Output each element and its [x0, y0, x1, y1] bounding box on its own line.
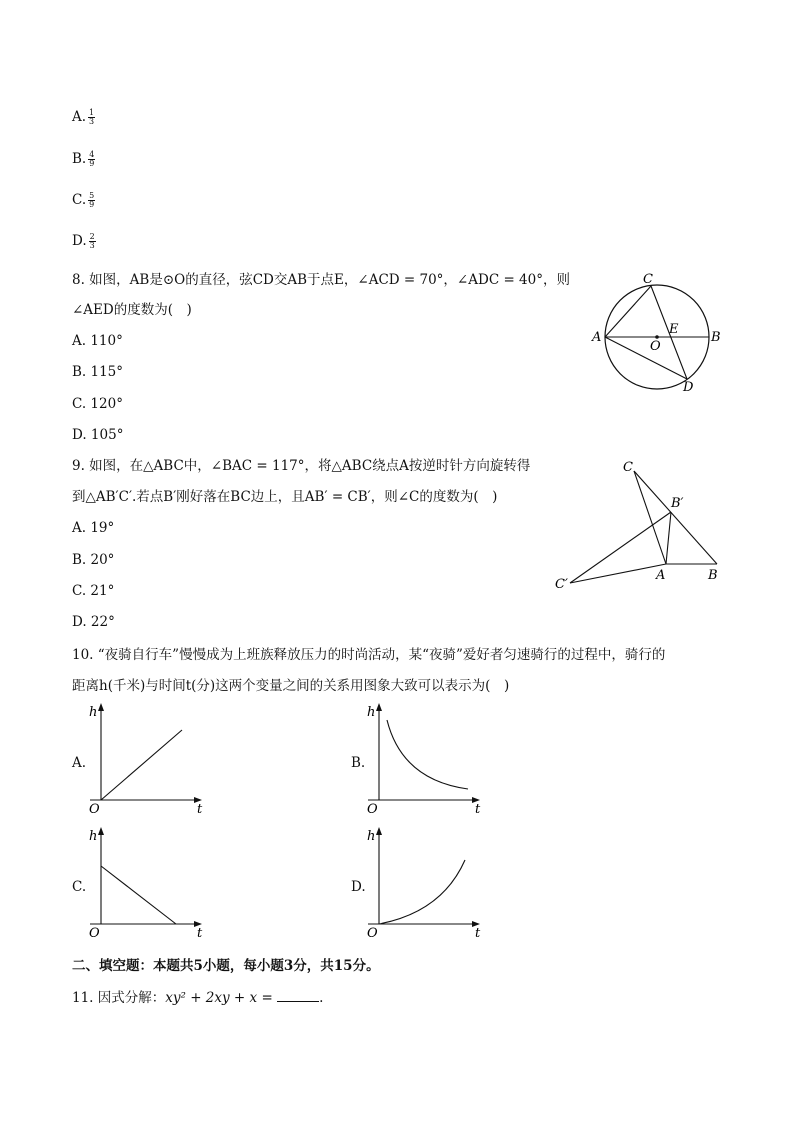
q7-option-d: [72, 232, 96, 250]
graph-line: [101, 866, 176, 924]
side-ab-prime: [666, 512, 671, 564]
y-label: h: [89, 705, 98, 720]
q8-circle-figure: [588, 268, 728, 398]
fraction: $\frac{2}{3}$: [89, 232, 95, 250]
fraction: $\frac{1}{3}$: [89, 108, 95, 126]
q10-option-c-letter: C.: [72, 879, 87, 895]
label-c: C: [623, 460, 633, 475]
q7-option-a: [72, 108, 95, 126]
q9-stem-line2: 到△AB′C′.若点B′刚好落在BC边上，且AB′ = CB′，则∠C的度数为( ): [72, 489, 498, 505]
q11-suffix: .: [319, 990, 324, 1006]
side-cb: [634, 471, 717, 564]
label-o: O: [650, 339, 661, 354]
y-label: h: [89, 829, 98, 844]
answer-blank[interactable]: [277, 987, 319, 1002]
x-label: t: [475, 802, 481, 817]
origin-label: O: [89, 802, 100, 817]
y-label: h: [367, 829, 376, 844]
origin-label: O: [367, 926, 378, 941]
q10-graph-d: [362, 824, 492, 944]
q11-prefix: 11. 因式分解：: [72, 990, 166, 1006]
x-label: t: [197, 802, 203, 817]
side-ca: [634, 471, 666, 564]
q11-expression: xy² + 2xy + x =: [165, 990, 273, 1006]
label-e: E: [669, 322, 679, 337]
y-axis-arrow: [98, 827, 104, 835]
q10-stem-line1: 10. “夜骑自行车”慢慢成为上班族释放压力的时尚活动，某“夜骑”爱好者匀速骑行的过程中，骑行的: [72, 647, 666, 663]
graph-curve: [379, 860, 465, 924]
option-letter: C.: [72, 192, 87, 208]
label-c-prime: C′: [555, 577, 568, 592]
option-letter: B.: [72, 151, 87, 167]
label-d: D: [683, 380, 694, 395]
q8-stem-line2: ∠AED的度数为( ): [72, 302, 192, 318]
graph-curve: [387, 720, 468, 789]
q7-option-c: [72, 191, 95, 209]
graph-line: [101, 730, 182, 800]
q9-rotation-figure: [550, 455, 730, 595]
y-axis-arrow: [98, 703, 104, 711]
q10-graph-b: [362, 700, 492, 820]
y-axis-arrow: [376, 703, 382, 711]
fraction: $\frac{5}{9}$: [89, 191, 95, 209]
q8-option-c: C. 120°: [72, 396, 123, 412]
label-b: B: [711, 330, 721, 345]
section-heading: 二、填空题：本题共5小题，每小题3分，共15分。: [72, 958, 380, 974]
q11-stem: [72, 987, 323, 1007]
q10-option-b-letter: B.: [351, 755, 366, 771]
label-c: C: [643, 272, 653, 287]
q9-option-d: D. 22°: [72, 614, 115, 630]
q8-option-b: B. 115°: [72, 364, 124, 380]
x-label: t: [197, 926, 203, 941]
q10-graph-c: [84, 824, 214, 944]
origin-label: O: [89, 926, 100, 941]
q9-option-a: A. 19°: [72, 520, 115, 536]
q8-option-a: A. 110°: [72, 333, 123, 349]
q10-option-d-letter: D.: [351, 879, 366, 895]
q10-option-a-letter: A.: [72, 755, 87, 771]
origin-label: O: [367, 802, 378, 817]
q7-option-b: [72, 150, 95, 168]
q8-option-d: D. 105°: [72, 427, 124, 443]
chord-ad: [605, 337, 687, 379]
y-axis-arrow: [376, 827, 382, 835]
fraction: $\frac{4}{9}$: [89, 150, 95, 168]
q9-option-b: B. 20°: [72, 552, 115, 568]
option-letter: A.: [72, 109, 87, 125]
label-b-prime: B′: [671, 496, 684, 511]
q8-stem-line1: 8. 如图，AB是⊙O的直径，弦CD交AB于点E，∠ACD = 70°，∠ADC = 40°，则: [72, 272, 570, 288]
q9-stem-line1: 9. 如图，在△ABC中，∠BAC = 117°，将△ABC绕点A按逆时针方向旋转得: [72, 458, 531, 474]
label-a: A: [656, 568, 666, 583]
y-label: h: [367, 705, 376, 720]
x-label: t: [475, 926, 481, 941]
q10-stem-line2: 距离h(千米)与时间t(分)这两个变量之间的关系用图象大致可以表示为( ): [72, 678, 510, 694]
q10-graph-a: [84, 700, 214, 820]
label-b: B: [708, 568, 718, 583]
q9-option-c: C. 21°: [72, 583, 115, 599]
label-a: A: [592, 330, 602, 345]
option-letter: D.: [72, 233, 87, 249]
